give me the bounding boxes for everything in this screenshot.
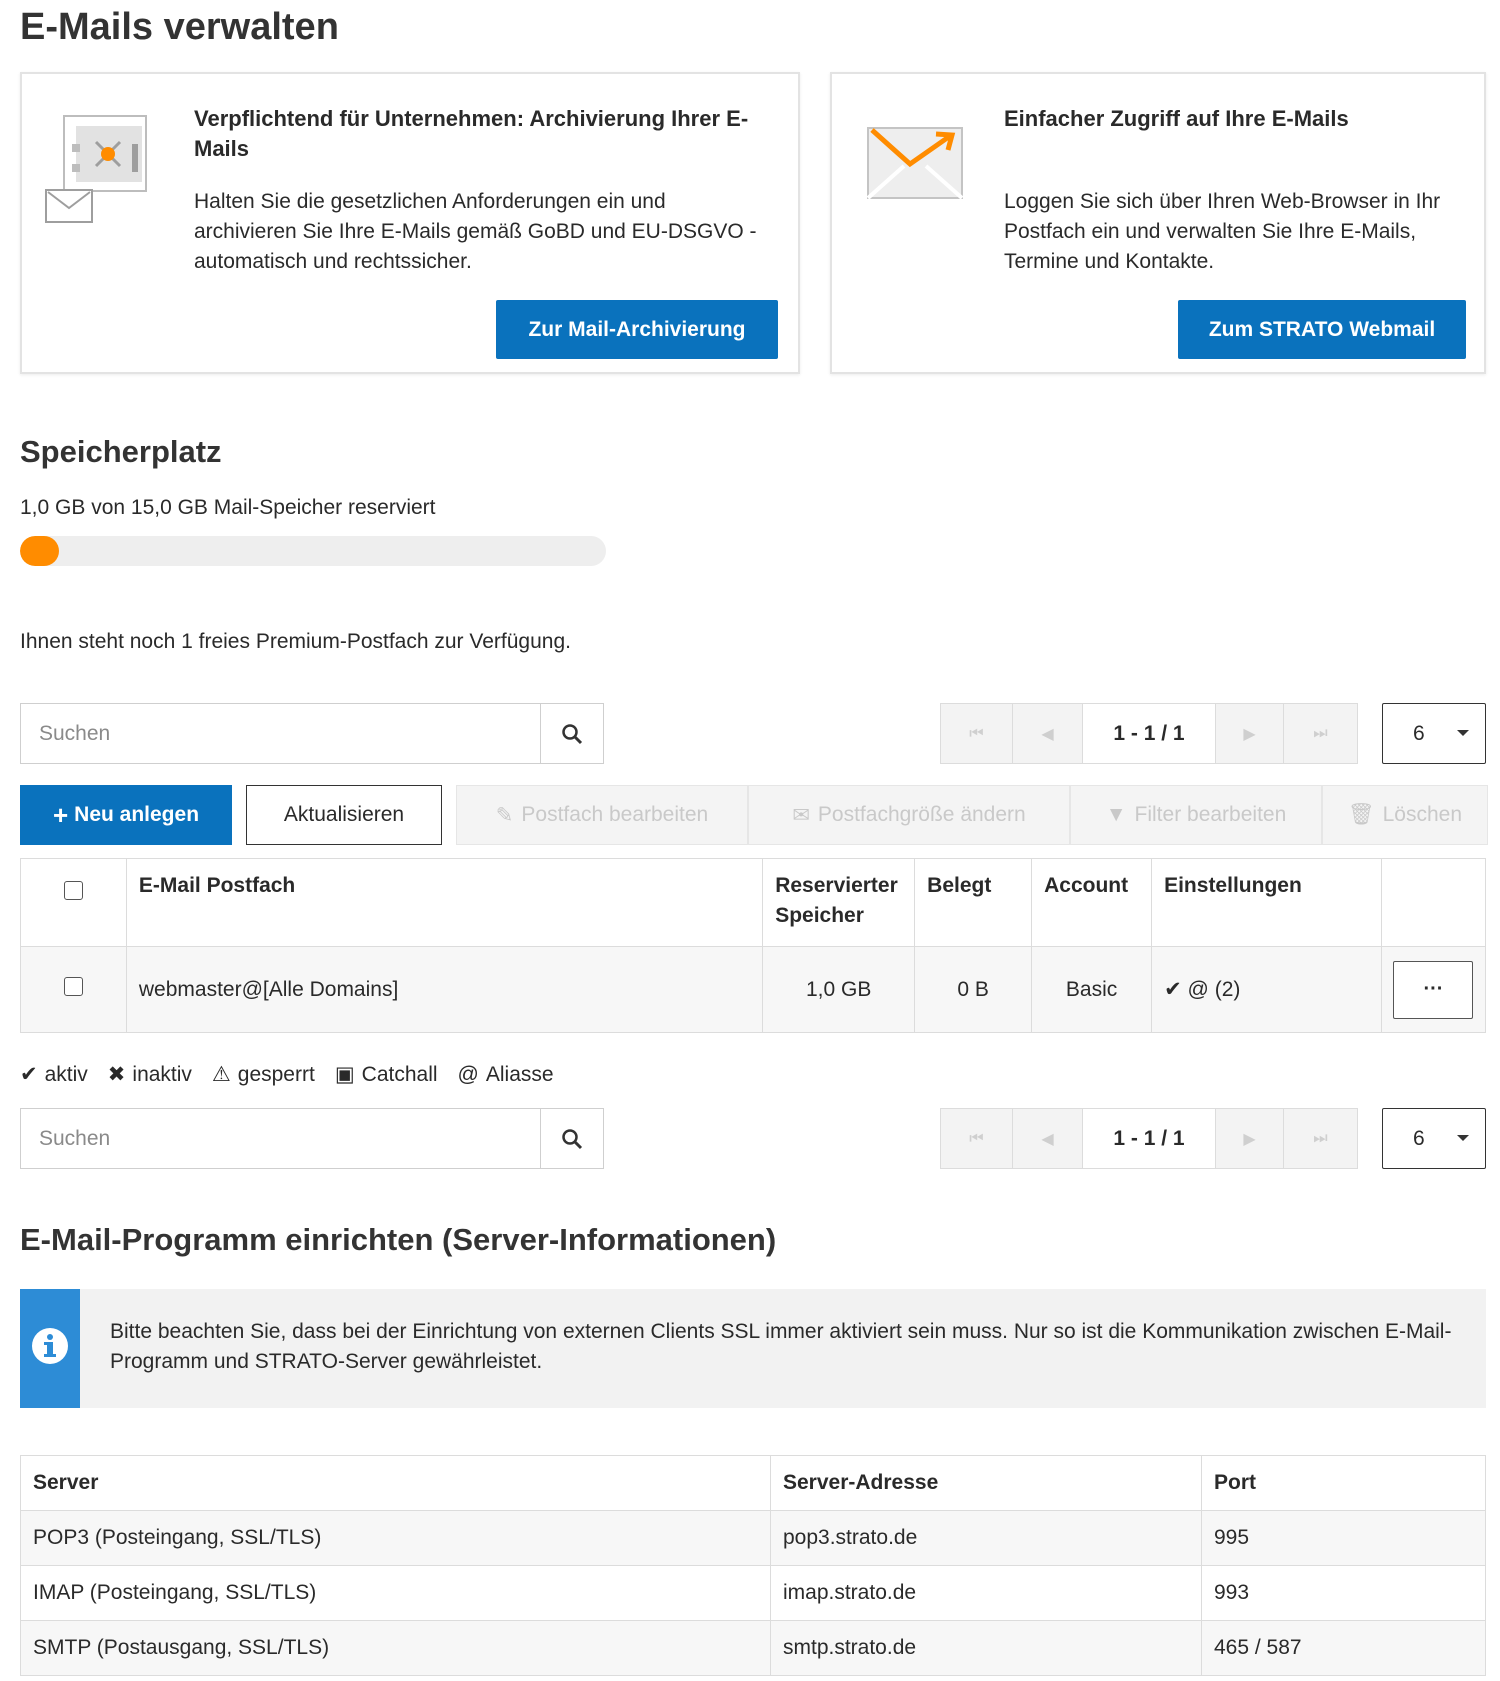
- more-actions-button[interactable]: [1393, 961, 1473, 1019]
- webmail-card-title: Einfacher Zugriff auf Ihre E-Mails: [1004, 106, 1349, 131]
- at-icon: @: [457, 1062, 479, 1086]
- per-page-value: 6: [1413, 721, 1425, 745]
- mailbox-table: [20, 858, 1486, 1033]
- pagination-top: [940, 703, 1358, 764]
- webmail-card: [830, 72, 1486, 374]
- free-mailbox-note: Ihnen steht noch 1 freies Premium-Postfach zur Verfügung.: [20, 630, 571, 653]
- per-page-select[interactable]: [1382, 703, 1486, 764]
- filter-icon: ▼: [1105, 803, 1127, 826]
- col-mailbox[interactable]: E-Mail Postfach: [126, 859, 762, 947]
- prev-page-icon: ◀: [1041, 1130, 1054, 1148]
- check-icon: ✔: [20, 1063, 38, 1086]
- archive-card-text: Halten Sie die gesetzlichen Anforderungen ein und archivieren Sie Ihre E-Mails gemäß GoBD und EU-DSGVO - automatisch und rechtssicher.: [194, 190, 757, 273]
- mail-archive-button[interactable]: Zur Mail-Archivierung: [496, 300, 778, 359]
- search-button[interactable]: [540, 1109, 603, 1168]
- next-page-button[interactable]: [1216, 1109, 1284, 1168]
- table-row: [21, 1621, 1486, 1676]
- storage-progress-bar: [20, 536, 606, 566]
- search-box-top: [20, 703, 604, 764]
- server-port: 993: [1202, 1566, 1486, 1621]
- resize-mailbox-button[interactable]: [748, 785, 1070, 845]
- account-value: Basic: [1032, 947, 1152, 1033]
- first-page-button[interactable]: [941, 704, 1013, 763]
- prev-page-button[interactable]: [1013, 704, 1083, 763]
- storage-heading: Speicherplatz: [20, 434, 222, 469]
- pagination-bottom: [940, 1108, 1358, 1169]
- last-page-button[interactable]: [1284, 704, 1357, 763]
- select-all-checkbox[interactable]: [64, 881, 83, 900]
- next-page-icon: ▶: [1243, 1130, 1256, 1148]
- col-settings: Einstellungen: [1152, 859, 1382, 947]
- legend-locked: gesperrt: [237, 1062, 315, 1086]
- col-actions: [1381, 859, 1485, 947]
- envelope-icon: [866, 126, 964, 205]
- storage-progress-fill: [20, 536, 59, 566]
- last-page-icon: ⏭: [1313, 724, 1328, 742]
- resize-mailbox-label: Postfachgröße ändern: [817, 803, 1026, 826]
- refresh-button[interactable]: Aktualisieren: [246, 785, 442, 845]
- next-page-icon: ▶: [1243, 725, 1256, 743]
- prev-page-icon: ◀: [1041, 725, 1054, 743]
- server-name: IMAP (Posteingang, SSL/TLS): [21, 1566, 771, 1621]
- ssl-notice: [20, 1289, 1486, 1408]
- more-icon: ···: [1423, 978, 1444, 1000]
- legend-inactive: inaktiv: [132, 1062, 192, 1086]
- col-server-address: Server-Adresse: [771, 1456, 1202, 1511]
- server-name: SMTP (Postausgang, SSL/TLS): [21, 1621, 771, 1676]
- first-page-button[interactable]: [941, 1109, 1013, 1168]
- server-port: 995: [1202, 1511, 1486, 1566]
- archive-icon: [44, 114, 154, 231]
- search-box-bottom: [20, 1108, 604, 1169]
- col-account[interactable]: Account: [1032, 859, 1152, 947]
- edit-filter-button[interactable]: [1070, 785, 1322, 845]
- first-page-icon: ⏮: [969, 724, 984, 742]
- envelope-resize-icon: ✉: [792, 803, 810, 827]
- server-address: imap.strato.de: [771, 1566, 1202, 1621]
- trash-icon: 🗑: [1347, 803, 1375, 826]
- page-info: 1 - 1 / 1: [1083, 1109, 1216, 1168]
- new-mailbox-label: Neu anlegen: [74, 803, 200, 826]
- ssl-notice-text: Bitte beachten Sie, dass bei der Einrichtung von externen Clients SSL immer aktiviert sein muss. Nur so ist die Kommunikation zwischen E-Mail-Programm und STRATO-Server gewährleistet.: [110, 1320, 1452, 1373]
- server-info-heading: E-Mail-Programm einrichten (Server-Informationen): [20, 1222, 777, 1257]
- chevron-down-icon: [1457, 1135, 1469, 1141]
- next-page-button[interactable]: [1216, 704, 1284, 763]
- server-port: 465 / 587: [1202, 1621, 1486, 1676]
- plus-icon: +: [52, 799, 69, 830]
- archive-card-title: Verpflichtend für Unternehmen: Archivierung Ihrer E-Mails: [194, 106, 749, 161]
- archive-card: [20, 72, 800, 374]
- search-icon: [561, 1128, 583, 1150]
- edit-filter-label: Filter bearbeiten: [1134, 803, 1287, 826]
- edit-icon: ✎: [495, 803, 514, 827]
- new-mailbox-button[interactable]: [20, 785, 232, 845]
- storage-summary: 1,0 GB von 15,0 GB Mail-Speicher reserviert: [20, 496, 436, 519]
- search-icon: [561, 723, 583, 745]
- search-input[interactable]: [21, 704, 540, 763]
- legend-active: aktiv: [44, 1062, 88, 1086]
- search-button[interactable]: [540, 704, 603, 763]
- edit-mailbox-label: Postfach bearbeiten: [521, 803, 709, 826]
- chevron-down-icon: [1457, 730, 1469, 736]
- col-port: Port: [1202, 1456, 1486, 1511]
- last-page-button[interactable]: [1284, 1109, 1357, 1168]
- check-icon: ✔: [1164, 978, 1182, 1001]
- reserved-value: 1,0 GB: [763, 947, 915, 1033]
- webmail-card-text: Loggen Sie sich über Ihren Web-Browser in Ihr Postfach ein und verwalten Sie Ihre E-Mails, Termine und Kontakte.: [1004, 190, 1441, 273]
- row-checkbox[interactable]: [64, 977, 83, 996]
- webmail-button[interactable]: Zum STRATO Webmail: [1178, 300, 1466, 359]
- edit-mailbox-button[interactable]: [456, 785, 748, 845]
- server-table: [20, 1455, 1486, 1676]
- per-page-select[interactable]: [1382, 1108, 1486, 1169]
- delete-label: Löschen: [1382, 803, 1463, 826]
- info-icon: [31, 1327, 69, 1365]
- catchall-icon: ▣: [334, 1063, 355, 1086]
- per-page-value: 6: [1413, 1126, 1425, 1150]
- page-title: E-Mails verwalten: [20, 6, 339, 48]
- server-name: POP3 (Posteingang, SSL/TLS): [21, 1511, 771, 1566]
- cross-icon: ✖: [107, 1063, 126, 1086]
- col-server: Server: [21, 1456, 771, 1511]
- col-reserved[interactable]: Reservierter Speicher: [763, 859, 915, 947]
- warning-icon: ⚠: [211, 1063, 231, 1086]
- page-info: 1 - 1 / 1: [1083, 704, 1216, 763]
- legend-catchall: Catchall: [361, 1062, 438, 1086]
- server-address: pop3.strato.de: [771, 1511, 1202, 1566]
- settings-value: @ (2): [1187, 978, 1241, 1001]
- first-page-icon: ⏮: [969, 1129, 984, 1147]
- legend-aliases: Aliasse: [485, 1062, 554, 1086]
- status-legend: [20, 1062, 574, 1087]
- mailbox-address: webmaster@[Alle Domains]: [126, 947, 762, 1033]
- search-input[interactable]: [21, 1109, 540, 1168]
- delete-button[interactable]: [1322, 785, 1488, 845]
- server-address: smtp.strato.de: [771, 1621, 1202, 1676]
- info-bar: [20, 1289, 80, 1408]
- prev-page-button[interactable]: [1013, 1109, 1083, 1168]
- table-row: [21, 1511, 1486, 1566]
- used-value: 0 B: [915, 947, 1032, 1033]
- col-used[interactable]: Belegt: [915, 859, 1032, 947]
- table-row: [21, 1566, 1486, 1621]
- table-row[interactable]: [21, 947, 1486, 1033]
- last-page-icon: ⏭: [1313, 1129, 1328, 1147]
